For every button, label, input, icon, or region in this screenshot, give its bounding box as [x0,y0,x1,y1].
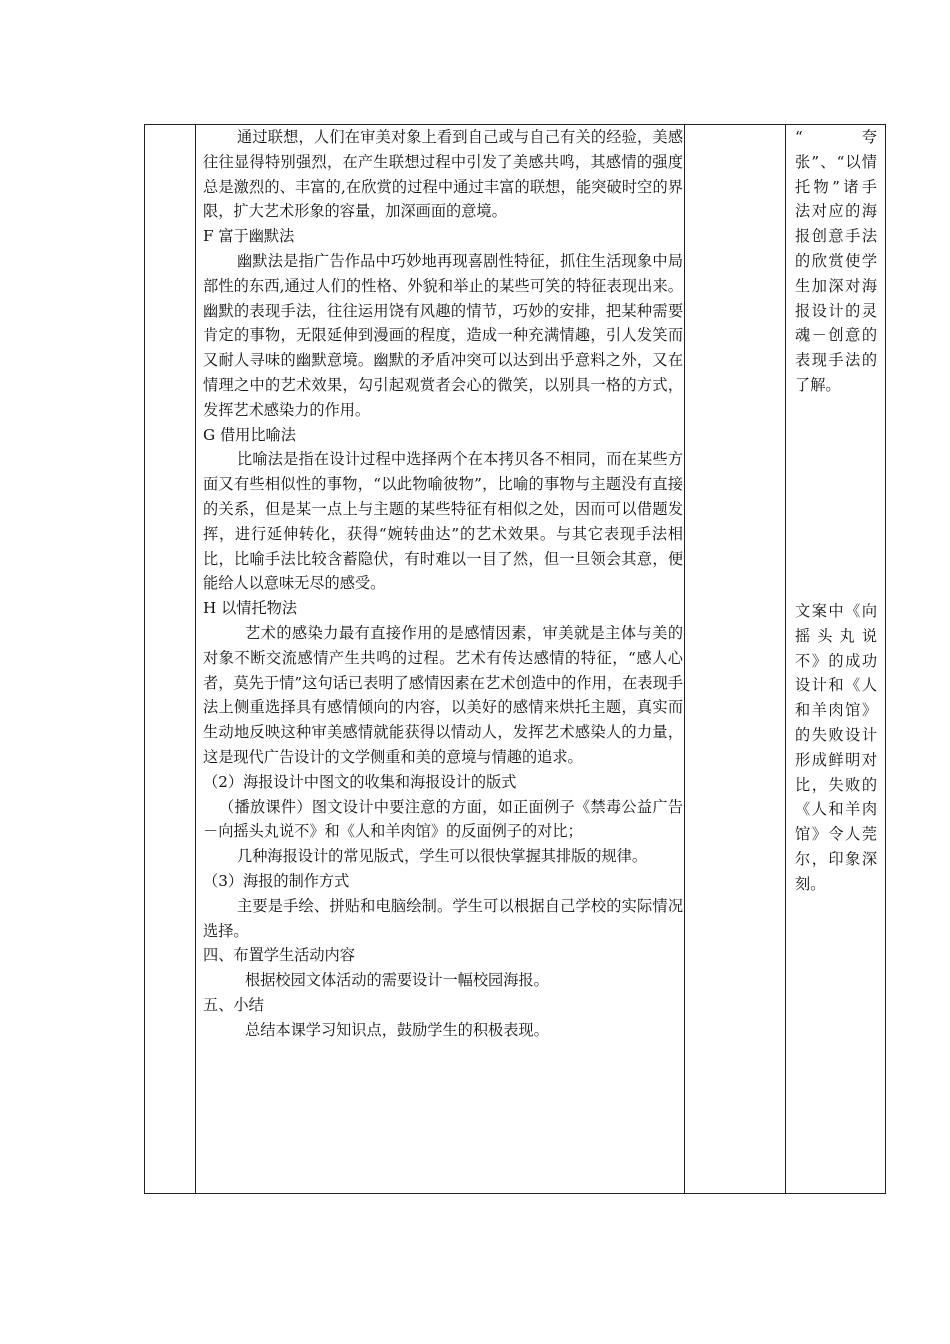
paragraph: 艺术的感染力最有直接作用的是感情因素，审美就是主体与美的对象不断交流感情产生共鸣的过程。艺术有传达感情的特征，“感人心者，莫先于情”这句话已表明了感情因素在艺术创造中的作用，在表现手法上侧重选择具有感情倾向的内容，以美好的感情来烘托主题，真实而生动地反映这种审美感情就能获得以情动人，发挥艺术感染人的力量，这是现代广告设计的文学侧重和美的意境与情趣的追求。 [203,623,683,766]
paragraph: 总结本课学习知识点，鼓励学生的积极表现。 [245,1020,549,1039]
paragraph: 通过联想，人们在审美对象上看到自己或与自己有关的经验，美感往往显得特别强烈，在产生联想过程中引发了美感共鸣，其感情的强度总是激烈的、丰富的,在欣赏的过程中通过丰富的联想，能突破时空的界限，扩大艺术形象的容量，加深画面的意境。 [203,128,683,221]
section-heading: 五、小结 [203,995,264,1014]
column-divider [195,125,196,1193]
paragraph: 几种海报设计的常见版式，学生可以很快掌握其排版的规律。 [237,847,648,866]
paragraph: 比喻法是指在设计过程中选择两个在本拷贝各不相同，而在某些方面又有些相似性的事物，“以此物喻彼物”，比喻的事物与主题没有直接的关系，但是某一点上与主题的某些特征有相似之处，因而可以借题发挥，进行延伸转化，获得“婉转曲达”的艺术效果。与其它表现手法相比，比喻手法比较含蓄隐伏，有时难以一目了然，但一旦领会其意，便能给人以意味无尽的感受。 [203,450,683,593]
section-heading: F 富于幽默法 [203,227,295,246]
paragraph: 幽默法是指广告作品中巧妙地再现喜剧性特征，抓住生活现象中局部性的东西,通过人们的性格、外貌和举止的某些可笑的特征表现出来。幽默的表现手法，往往运用饶有风趣的情节，巧妙的安排，把某种需要肯定的事物，无限延伸到漫画的程度，造成一种充满情趣，引人发笑而又耐人寻味的幽默意境。幽默的矛盾冲突可以达到出乎意料之外，又在情理之中的艺术效果，勾引起观赏者会心的微笑，以别具一格的方式，发挥艺术感染力的作用。 [203,251,683,419]
design-note-2 [795,599,877,897]
lesson-table [144,124,886,1194]
paragraph: 根据校园文体活动的需要设计一幅校园海报。 [245,971,549,990]
column-divider [684,125,685,1193]
paragraph: （播放课件）图文设计中要注意的方面，如正面例子《禁毒公益广告－向摇头丸说不》和《人和羊肉馆》的反面例子的对比； [203,797,683,841]
column-divider [785,125,786,1193]
section-heading: （3）海报的制作方式 [203,871,350,890]
lesson-content [203,125,683,1042]
section-heading: 四、布置学生活动内容 [203,946,355,965]
section-heading: G 借用比喻法 [203,425,296,444]
note-text: 文案中《向摇头丸说不》的成功设计和《人和羊肉馆》的失败设计形成鲜明对比，失败的《人和羊肉馆》令人莞尔，印象深刻。 [795,602,877,893]
section-heading: （2）海报设计中图文的收集和海报设计的版式 [203,772,517,791]
section-heading: H 以情托物法 [203,599,298,618]
design-note-1 [795,125,877,398]
note-text: “夸张”、“以情托物”诸手法对应的海报创意手法的欣赏使学生加深对海报设计的灵魂－创意的表现手法的了解。 [795,128,877,394]
paragraph: 主要是手绘、拼贴和电脑绘制。学生可以根据自己学校的实际情况选择。 [203,896,683,940]
